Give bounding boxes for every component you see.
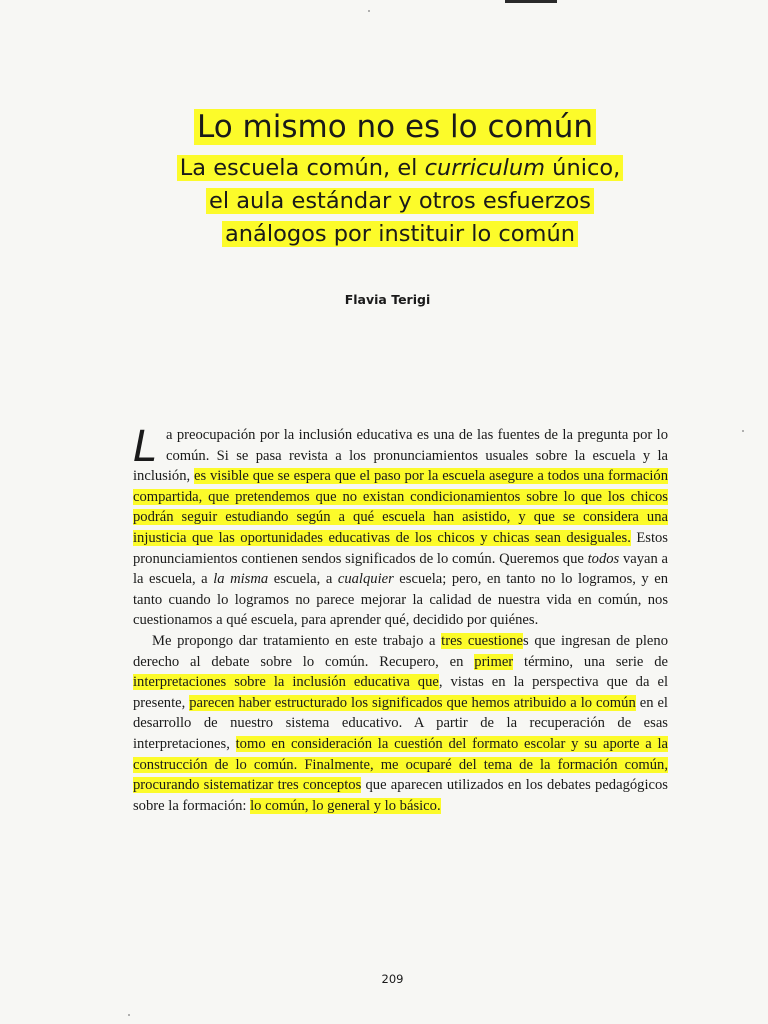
italic-word: cualquier (337, 571, 394, 588)
highlighted-passage: lo común, lo general y lo básico. (250, 797, 441, 814)
subtitle-line-1-b: único, (545, 155, 621, 181)
text-run: a preocupación por la inclusión educativa es una de las fuentes de la pregunta por lo común. Si se pasa revista a los pronunciamientos usuales sobre la escuela y la inclusión, (133, 427, 668, 485)
chapter-subtitle (0, 152, 768, 251)
highlighted-passage: interpretaciones sobre la inclusión educativa que (133, 674, 439, 691)
highlighted-passage: es visible que se espera que el paso por la escuela asegure a todos una formación compartida, que pretendemos que no existan condicionamientos sobre lo que los chicos podrán seguir estudiando según a qué escuela han asistido, y que se considera una injusticia que las oportunidades educativas de los chicos y chicas sean desiguales. (133, 468, 668, 546)
text-run: escuela, a (268, 571, 338, 588)
italic-word: todos (587, 550, 620, 567)
page-number: 209 (381, 972, 404, 986)
subtitle-line-1-italic: curriculum (424, 155, 546, 181)
subtitle-line-3 (0, 218, 768, 251)
text-run: vayan a la escuela, a (133, 550, 668, 588)
scan-speck (742, 430, 744, 432)
scan-speck (128, 1014, 130, 1016)
subtitle-line-1 (0, 152, 768, 185)
highlighted-passage: tomo en consideración la cuestión del formato escolar y su aporte a la construcción de lo común. Finalmente, me ocuparé del tema de la formación común, procurando sistematizar tres conceptos (133, 735, 668, 794)
text-run: en el desarrollo de nuestro sistema educativo. A partir de la recuperación de esas interpretaciones, (133, 694, 668, 752)
highlighted-passage: parecen haber estructurado los significados que hemos atribuido a lo común (189, 694, 636, 711)
chapter-title (0, 105, 768, 149)
drop-cap: L (133, 422, 157, 472)
highlighted-passage: tres cuestione (441, 632, 523, 649)
paragraph-1 (133, 422, 669, 631)
text-run: Estos pronunciamientos contienen sendos significados de lo común. Queremos que (133, 529, 668, 567)
text-run: s que ingresan de pleno derecho al debate sobre lo común. Recupero, en (133, 632, 668, 670)
subtitle-line-2 (0, 185, 768, 218)
subtitle-line-3-text: análogos por instituir lo común (222, 221, 578, 247)
text-run: Me propongo dar tratamiento en este trabajo a (152, 632, 442, 649)
text-run: término, una serie de (513, 653, 669, 670)
subtitle-line-1-a: La escuela común, el (179, 155, 425, 181)
body-text (133, 422, 669, 816)
subtitle-line-2-text: el aula estándar y otros esfuerzos (206, 188, 594, 214)
author-name: Flavia Terigi (344, 292, 431, 307)
italic-word: la misma (213, 571, 269, 588)
paragraph-2 (133, 631, 668, 816)
text-run: escuela; pero, en tanto no lo logramos, y en tanto cuando lo logramos no parece mejorar la calidad de nuestra vida en común, nos cuestionamos a qué escuela, para aprender qué, decidido por quiénes. (133, 571, 669, 629)
text-run: que aparecen utilizados en los debates pedagógicos sobre la formación: (133, 777, 668, 814)
text-run: , vistas en la perspectiva que da el presente, (133, 674, 668, 711)
highlighted-passage: primer (474, 653, 514, 670)
scan-edge-mark (505, 0, 557, 3)
scan-speck (368, 10, 370, 12)
chapter-title-text: Lo mismo no es lo común (194, 109, 596, 145)
